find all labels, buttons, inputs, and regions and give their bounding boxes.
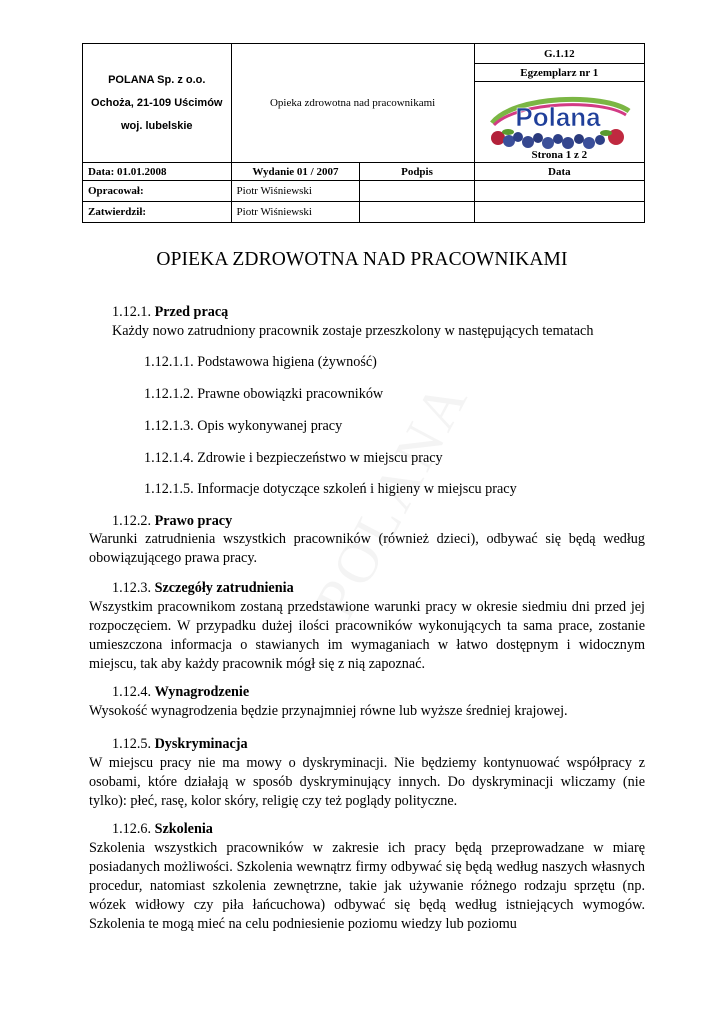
section-heading: [112, 303, 228, 322]
section-heading: [112, 683, 249, 702]
section-title: Przed pracą: [154, 304, 229, 320]
section-title: Prawo pracy: [154, 513, 233, 529]
section-number: 1.12.2.: [112, 513, 152, 529]
section-number: 1.12.4.: [112, 684, 152, 700]
section-text: Wszystkim pracownikom zostaną przedstawione warunki pracy w okresie siedmiu dni przed jej rozpoczęciem. W przypadku dużej ilości pracowników wykonujących ta sama prace, zostanie umieszczona informacja o stawianych im wymaganiach w łatwo dostępnym i widocznym miejscu, tak aby każdy pracownik mógł się z nią zapoznać.: [89, 599, 645, 672]
signature-col-header: Podpis: [360, 163, 474, 181]
approved-signature: [360, 202, 474, 223]
approved-by: Piotr Wiśniewski: [231, 202, 360, 223]
list-item: 1.12.1.5. Informacje dotyczące szkoleń i higieny w miejscu pracy: [144, 481, 517, 497]
company-info-cell: [83, 44, 232, 163]
list-item: 1.12.1.3. Opis wykonywanej pracy: [144, 418, 343, 434]
copy-number: Egzemplarz nr 1: [474, 64, 644, 82]
page-indicator: Strona 1 z 2: [531, 149, 588, 161]
section-heading: [112, 512, 232, 531]
approved-label: Zatwierdził:: [83, 202, 232, 223]
section-number: 1.12.5.: [112, 736, 152, 752]
section-title: Dyskryminacja: [154, 736, 248, 752]
list-item: 1.12.1.1. Podstawowa higiena (żywność): [144, 354, 377, 370]
section-number: 1.12.1.: [112, 304, 152, 320]
section-text: Szkolenia wszystkich pracowników w zakresie ich pracy będą przeprowadzane w miarę posiadanych możliwości. Szkolenia wewnątrz firmy odbywać się będą według naszych własnych procedur, natomiast szkolenia zewnętrzne, takie jak używanie różnego rodzaju sprzętu (np. wózek widłowy czy piła łańcuchowa) odbywać się będą według istniejących wymogów. Szkolenia te mogą mieć na celu podniesienie poziomu wiedzy lub poziomu: [89, 840, 645, 932]
prepared-label: Opracował:: [83, 181, 232, 202]
edition-cell: Wydanie 01 / 2007: [231, 163, 360, 181]
logo-cell: [474, 82, 644, 163]
section-text: Każdy nowo zatrudniony pracownik zostaje przeszkolony w następujących tematach: [112, 323, 594, 339]
logo-text: Polana: [515, 102, 601, 132]
section-heading: [112, 735, 248, 754]
section-title: Wynagrodzenie: [154, 684, 250, 700]
section-title: Szczegóły zatrudnienia: [154, 580, 294, 596]
section-heading: [112, 820, 213, 839]
document-title: OPIEKA ZDROWOTNA NAD PRACOWNIKAMI: [156, 249, 568, 270]
date-col-header: Data: [474, 163, 644, 181]
section-heading: [112, 579, 294, 598]
polana-logo: [484, 93, 634, 153]
section-number: 1.12.6.: [112, 821, 152, 837]
section-text: W miejscu pracy nie ma mowy o dyskryminacji. Nie będziemy kontynuować współpracy z osobami, które działają w sposób dyskryminujący innych. Do dyskryminacji wliczamy (nie tylko): płeć, rasę, kolor skóry, religię czy też poglądy polityczne.: [89, 755, 645, 809]
prepared-signature: [360, 181, 474, 202]
document-title-cell: Opieka zdrowotna nad pracownikami: [231, 44, 474, 163]
company-address: Ochoża, 21-109 Uścimów: [91, 96, 223, 109]
approved-date: [474, 202, 644, 223]
date-cell: Data: 01.01.2008: [83, 163, 232, 181]
section-number: 1.12.3.: [112, 580, 152, 596]
list-item: 1.12.1.2. Prawne obowiązki pracowników: [144, 386, 384, 402]
document-code: G.1.12: [474, 44, 644, 64]
list-item: 1.12.1.4. Zdrowie i bezpieczeństwo w miejscu pracy: [144, 450, 443, 466]
section-text: Warunki zatrudnienia wszystkich pracowników (również dzieci), odbywać się będą według obowiązującego prawa pracy.: [89, 531, 645, 566]
prepared-by: Piotr Wiśniewski: [231, 181, 360, 202]
company-region: woj. lubelskie: [121, 119, 193, 132]
section-text: Wysokość wynagrodzenia będzie przynajmniej równe lub wyższe średniej krajowej.: [89, 703, 568, 719]
company-name: POLANA Sp. z o.o.: [108, 73, 206, 86]
prepared-date: [474, 181, 644, 202]
document-header-table: [82, 43, 645, 223]
section-title: Szkolenia: [154, 821, 213, 837]
